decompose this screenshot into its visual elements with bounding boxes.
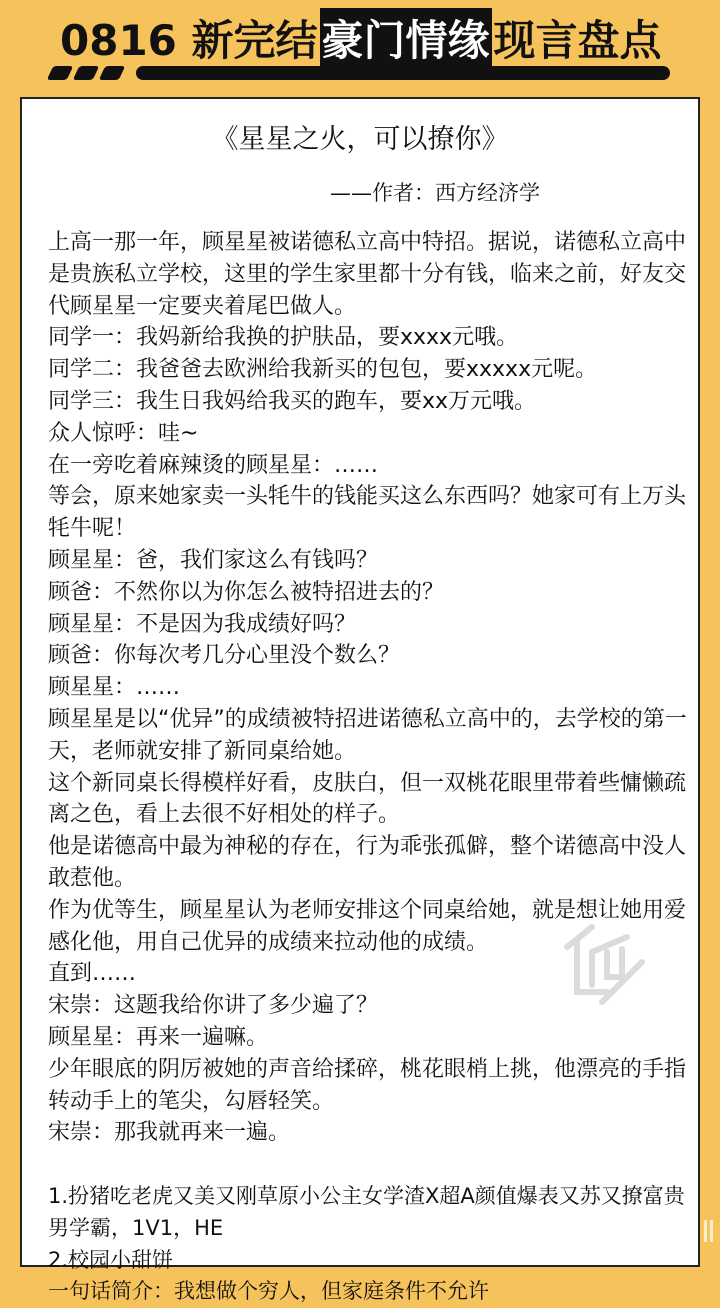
paragraph: 在一旁吃着麻辣烫的顾星星：……	[48, 452, 379, 478]
paragraph: 顾星星：再来一遍嘛。	[48, 1024, 269, 1050]
paragraph: 上高一那一年，顾星星被诺德私立高中特招。据说，诺德私立高中是贵族私立学校，这里的学生家里都十分有钱，临来之前，好友交代顾星星一定要夹着尾巴做人。	[48, 230, 687, 319]
paragraph: 顾爸：不然你以为你怎么被特招进去的？	[48, 579, 445, 605]
title-highlight: 豪门情缘	[320, 8, 492, 68]
decorative-dashes	[50, 66, 122, 80]
synopsis	[48, 227, 688, 1308]
paragraph: 少年眼底的阴厉被她的声音给揉碎，桃花眼梢上挑，他漂亮的手指转动手上的笔尖，勾唇轻笑。	[48, 1056, 687, 1114]
watermark-logo-icon	[547, 907, 657, 1017]
paragraph: 顾爸：你每次考几分心里没个数么？	[48, 643, 401, 669]
paragraph: 等会，原来她家卖一头牦牛的钱能买这么东西吗？她家可有上万头牦牛呢！	[48, 484, 687, 542]
tag-item: 1.扮猪吃老虎又美又刚草原小公主女学渣X超A颜值爆表又苏又撩富贵男学霸，1V1，HE	[48, 1183, 685, 1240]
header	[0, 0, 720, 90]
book-card	[20, 97, 700, 1304]
paragraph: 同学一：我妈新给我换的护肤品，要xxxx元哦。	[48, 325, 519, 351]
tag-item: 2.校园小甜饼	[48, 1247, 174, 1272]
paragraph: 同学二：我爸爸去欧洲给我新买的包包，要xxxxx元呢。	[48, 357, 598, 383]
page-title	[60, 10, 662, 66]
paragraph: 直到……	[48, 961, 137, 987]
edge-mark-icon	[702, 1218, 716, 1244]
spacer	[48, 1149, 688, 1181]
paragraph: 宋崇：这题我给你讲了多少遍了？	[48, 993, 379, 1019]
paragraph: 众人惊呼：哇~	[48, 420, 199, 446]
tag-item: 一句话简介：我想做个穷人，但家庭条件不允许	[48, 1279, 489, 1304]
title-prefix: 0816 新完结	[60, 16, 318, 65]
paragraph: 他是诺德高中最为神秘的存在，行为乖张孤僻，整个诺德高中没人敢惹他。	[48, 834, 687, 891]
book-author: ——作者：西方经济学	[330, 181, 540, 205]
tag-list	[48, 1181, 688, 1308]
paragraph: 同学三：我生日我妈给我买的跑车，要xx万元哦。	[48, 388, 537, 414]
paragraph: 顾星星：爸，我们家这么有钱吗？	[48, 547, 379, 573]
title-suffix: 现言盘点	[493, 16, 662, 65]
book-title: 《星星之火，可以撩你》	[211, 124, 509, 155]
paragraph: 这个新同桌长得模样好看，皮肤白，但一双桃花眼里带着些慵懒疏离之色，看上去很不好相处的样子。	[48, 770, 687, 828]
decorative-bar	[136, 66, 670, 80]
paragraph: 顾星星：不是因为我成绩好吗？	[48, 611, 357, 637]
paragraph: 作为优等生，顾星星认为老师安排这个同桌给她，就是想让她用爱感化他，用自己优异的成绩来拉动他的成绩。	[48, 897, 687, 955]
paragraph: 顾星星是以“优异”的成绩被特招进诺德私立高中的，去学校的第一天，老师就安排了新同桌给她。	[48, 706, 687, 764]
paragraph: 宋崇：那我就再来一遍。	[48, 1120, 291, 1146]
paragraph: 顾星星：……	[48, 675, 181, 701]
